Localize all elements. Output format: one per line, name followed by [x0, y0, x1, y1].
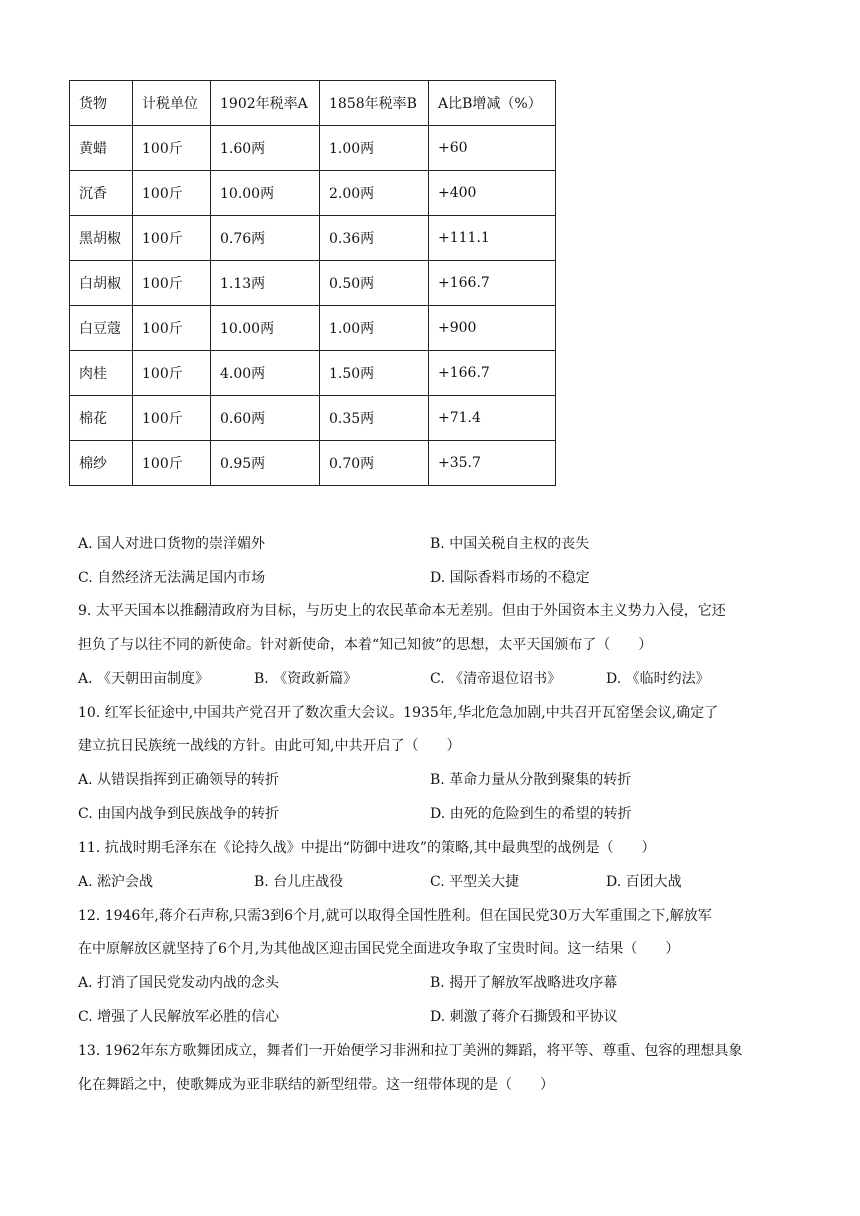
- table-row: [70, 441, 556, 486]
- table-cell: 0.95两: [211, 441, 320, 486]
- table-cell: 1.00两: [320, 126, 429, 171]
- table-cell: +71.4: [429, 396, 556, 441]
- table-cell: 100斤: [133, 216, 211, 261]
- table-row: [70, 306, 556, 351]
- q11-stem-line1: 11. 抗战时期毛泽东在《论持久战》中提出“防御中进攻”的策略,其中最典型的战例是（ ）: [78, 840, 656, 856]
- table-cell: 4.00两: [211, 351, 320, 396]
- q12-option-d: D. 刺激了蒋介石撕毁和平协议: [430, 1009, 618, 1025]
- q9-option-c: C. 《清帝退位诏书》: [430, 671, 562, 687]
- q10-option-a: A. 从错误指挥到正确领导的转折: [78, 772, 280, 788]
- table-cell: 黄蜡: [70, 126, 133, 171]
- table-cell: 100斤: [133, 171, 211, 216]
- table-cell: +166.7: [429, 351, 556, 396]
- table-cell: 棉纱: [70, 441, 133, 486]
- q9-stem-line2: 担负了与以往不同的新使命。针对新使命，本着“知己知彼”的思想，太平天国颁布了（ ）: [78, 637, 653, 653]
- q8-option-a: A. 国人对进口货物的崇洋媚外: [78, 536, 266, 552]
- table-cell: 0.60两: [211, 396, 320, 441]
- table-cell: 10.00两: [211, 171, 320, 216]
- q12-stem-line2: 在中原解放区就坚持了6个月,为其他战区迎击国民党全面进攻争取了宝贵时间。这一结果（ ）: [78, 941, 680, 957]
- table-cell: +900: [429, 306, 556, 351]
- q12-stem-line1: 12. 1946年,蒋介石声称,只需3到6个月,就可以取得全国性胜利。但在国民党30万大军重围之下,解放军: [78, 908, 712, 924]
- table-header-row: [70, 81, 556, 126]
- table-cell: 0.36两: [320, 216, 429, 261]
- table-cell: 100斤: [133, 441, 211, 486]
- table-row: [70, 216, 556, 261]
- table-cell: +166.7: [429, 261, 556, 306]
- table-cell: 棉花: [70, 396, 133, 441]
- table-header-cell: 1858年税率B: [320, 81, 429, 126]
- table-cell: 黑胡椒: [70, 216, 133, 261]
- table-cell: 1.50两: [320, 351, 429, 396]
- q10-option-d: D. 由死的危险到生的希望的转折: [430, 806, 632, 822]
- q12-option-b: B. 揭开了解放军战略进攻序幕: [430, 975, 618, 991]
- q11-option-d: D. 百团大战: [606, 874, 682, 890]
- table-cell: +60: [429, 126, 556, 171]
- table-cell: 0.50两: [320, 261, 429, 306]
- table-cell: 10.00两: [211, 306, 320, 351]
- table-cell: 1.13两: [211, 261, 320, 306]
- tax-rate-table: [69, 80, 556, 486]
- table-cell: 0.76两: [211, 216, 320, 261]
- q10-stem-line2: 建立抗日民族统一战线的方针。由此可知,中共开启了（ ）: [78, 738, 461, 754]
- table-cell: 肉桂: [70, 351, 133, 396]
- table-cell: +400: [429, 171, 556, 216]
- table-row: [70, 396, 556, 441]
- table-cell: 1.60两: [211, 126, 320, 171]
- q12-option-c: C. 增强了人民解放军必胜的信心: [78, 1009, 280, 1025]
- q13-stem-line2: 化在舞蹈之中，使歌舞成为亚非联结的新型纽带。这一纽带体现的是（ ）: [78, 1077, 554, 1093]
- q9-option-a: A. 《天朝田亩制度》: [78, 671, 210, 687]
- q11-option-b: B. 台儿庄战役: [254, 874, 344, 890]
- table-header-cell: A比B增减（%）: [429, 81, 556, 126]
- table-header-cell: 1902年税率A: [211, 81, 320, 126]
- table-row: [70, 261, 556, 306]
- table-cell: 白胡椒: [70, 261, 133, 306]
- table-cell: 100斤: [133, 396, 211, 441]
- table-cell: 2.00两: [320, 171, 429, 216]
- q10-option-c: C. 由国内战争到民族战争的转折: [78, 806, 280, 822]
- q10-option-b: B. 革命力量从分散到聚集的转折: [430, 772, 632, 788]
- q11-option-a: A. 淞沪会战: [78, 874, 154, 890]
- table-cell: 100斤: [133, 306, 211, 351]
- table-cell: 100斤: [133, 261, 211, 306]
- q9-option-d: D. 《临时约法》: [606, 671, 710, 687]
- table-cell: 1.00两: [320, 306, 429, 351]
- q12-option-a: A. 打消了国民党发动内战的念头: [78, 975, 280, 991]
- q11-option-c: C. 平型关大捷: [430, 874, 520, 890]
- table-cell: +35.7: [429, 441, 556, 486]
- q13-stem-line1: 13. 1962年东方歌舞团成立，舞者们一开始便学习非洲和拉丁美洲的舞蹈，将平等、尊重、包容的理想具象: [78, 1043, 743, 1059]
- q9-option-b: B. 《资政新篇》: [254, 671, 358, 687]
- table-header-cell: 货物: [70, 81, 133, 126]
- table-cell: 100斤: [133, 126, 211, 171]
- table-row: [70, 126, 556, 171]
- table-cell: 0.35两: [320, 396, 429, 441]
- table-header-cell: 计税单位: [133, 81, 211, 126]
- q8-option-c: C. 自然经济无法满足国内市场: [78, 570, 266, 586]
- q8-option-b: B. 中国关税自主权的丧失: [430, 536, 590, 552]
- table-cell: 白豆蔻: [70, 306, 133, 351]
- table-cell: 0.70两: [320, 441, 429, 486]
- table-cell: +111.1: [429, 216, 556, 261]
- table-row: [70, 351, 556, 396]
- q10-stem-line1: 10. 红军长征途中,中国共产党召开了数次重大会议。1935年,华北危急加剧,中共召开瓦窑堡会议,确定了: [78, 705, 719, 721]
- table-cell: 沉香: [70, 171, 133, 216]
- q9-stem-line1: 9. 太平天国本以推翻清政府为目标，与历史上的农民革命本无差别。但由于外国资本主义势力入侵，它还: [78, 603, 726, 619]
- q8-option-d: D. 国际香料市场的不稳定: [430, 570, 590, 586]
- table-row: [70, 171, 556, 216]
- table-cell: 100斤: [133, 351, 211, 396]
